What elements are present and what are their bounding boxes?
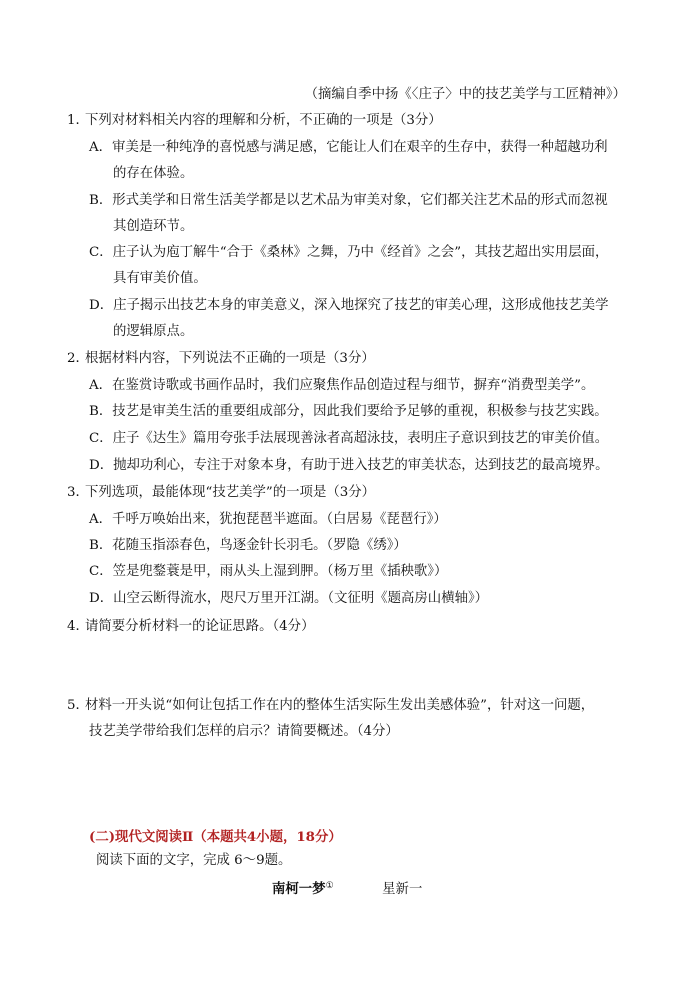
question-1-option-a-line-1: A．审美是一种纯净的喜悦感与满足感，它能让人们在艰辛的生存中，获得一种超越功利	[89, 140, 608, 155]
question-5-text-line-1: 材料一开头说“如何让包括工作在内的整体生活实际生发出美感体验”，针对这一问题，	[85, 698, 595, 713]
question-2-option-c: C．庄子《达生》篇用夸张手法展现善泳者高超泳技，表明庄子意识到技艺的审美价值。	[89, 431, 609, 446]
question-5-text-line-2: 技艺美学带给我们怎样的启示？请简要概述。（4分）	[89, 724, 399, 739]
story-title: 南柯一梦	[272, 881, 326, 897]
story-title-line	[272, 878, 422, 897]
section-2-heading: (二)现代文阅读Ⅱ（本题共4小题，18分）	[89, 829, 342, 845]
question-2-option-d: D．抛却功利心，专注于对象本身，有助于进入技艺的审美状态，达到技艺的最高境界。	[89, 458, 609, 473]
question-1-stem	[67, 112, 442, 130]
question-1-option-d-line-1: D．庄子揭示出技艺本身的审美意义，深入地探究了技艺的审美心理，这形成他技艺美学	[89, 298, 609, 313]
question-3-stem	[67, 484, 375, 502]
question-4-text: 请简要分析材料一的论证思路。（4分）	[85, 619, 315, 634]
question-1-number: 1．	[67, 113, 89, 128]
footnote-mark: ①	[325, 881, 334, 891]
question-2-text: 根据材料内容，下列说法不正确的一项是（3分）	[85, 351, 375, 366]
question-1-option-b-line-2: 其创造环节。	[113, 219, 194, 234]
question-1-option-b-line-1: B．形式美学和日常生活美学都是以艺术品为审美对象，它们都关注艺术品的形式而忽视	[89, 193, 608, 208]
question-3-option-a: A．千呼万唤始出来，犹抱琵琶半遮面。（白居易《琵琶行》）	[89, 512, 447, 527]
question-3-text: 下列选项，最能体现“技艺美学”的一项是（3分）	[85, 485, 376, 500]
question-4-number: 4．	[67, 619, 89, 634]
question-1-option-c-line-1: C．庄子认为庖丁解牛“合于《桑林》之舞，乃中《经首》之会”，其技艺超出实用层面，	[89, 245, 609, 260]
question-5-number: 5．	[67, 698, 89, 713]
story-author: 星新一	[382, 882, 423, 897]
question-5-stem	[67, 697, 594, 715]
question-3-number: 3．	[67, 485, 89, 500]
question-3-option-c: C．笠是兜鍪蓑是甲，雨从头上湿到胛。（杨万里《插秧歌》）	[89, 564, 448, 579]
question-2-number: 2．	[67, 351, 89, 366]
question-2-option-a: A．在鉴赏诗歌或书画作品时，我们应聚焦作品创造过程与细节，摒弃“消费型美学”。	[89, 378, 595, 393]
question-3-option-b: B．花随玉指添春色，鸟逐金针长羽毛。（罗隐《绣》）	[89, 538, 407, 553]
question-4-stem	[67, 618, 314, 636]
source-citation: （摘编自季中扬《〈庄子〉中的技艺美学与工匠精神》）	[304, 87, 626, 102]
question-2-option-b: B．技艺是审美生活的重要组成部分，因此我们要给予足够的重视，积极参与技艺实践。	[89, 404, 608, 419]
question-1-text: 下列对材料相关内容的理解和分析，不正确的一项是（3分）	[85, 113, 442, 128]
section-2-instruction: 阅读下面的文字，完成 6～9题。	[96, 853, 292, 868]
question-1-option-d-line-2: 的逻辑原点。	[113, 324, 194, 339]
question-2-stem	[67, 350, 375, 368]
question-3-option-d: D．山空云断得流水，咫尺万里开江湖。（文征明《题高房山横轴》）	[89, 591, 489, 606]
question-1-option-c-line-2: 具有审美价值。	[113, 271, 207, 286]
question-1-option-a-line-2: 的存在体验。	[113, 166, 194, 181]
